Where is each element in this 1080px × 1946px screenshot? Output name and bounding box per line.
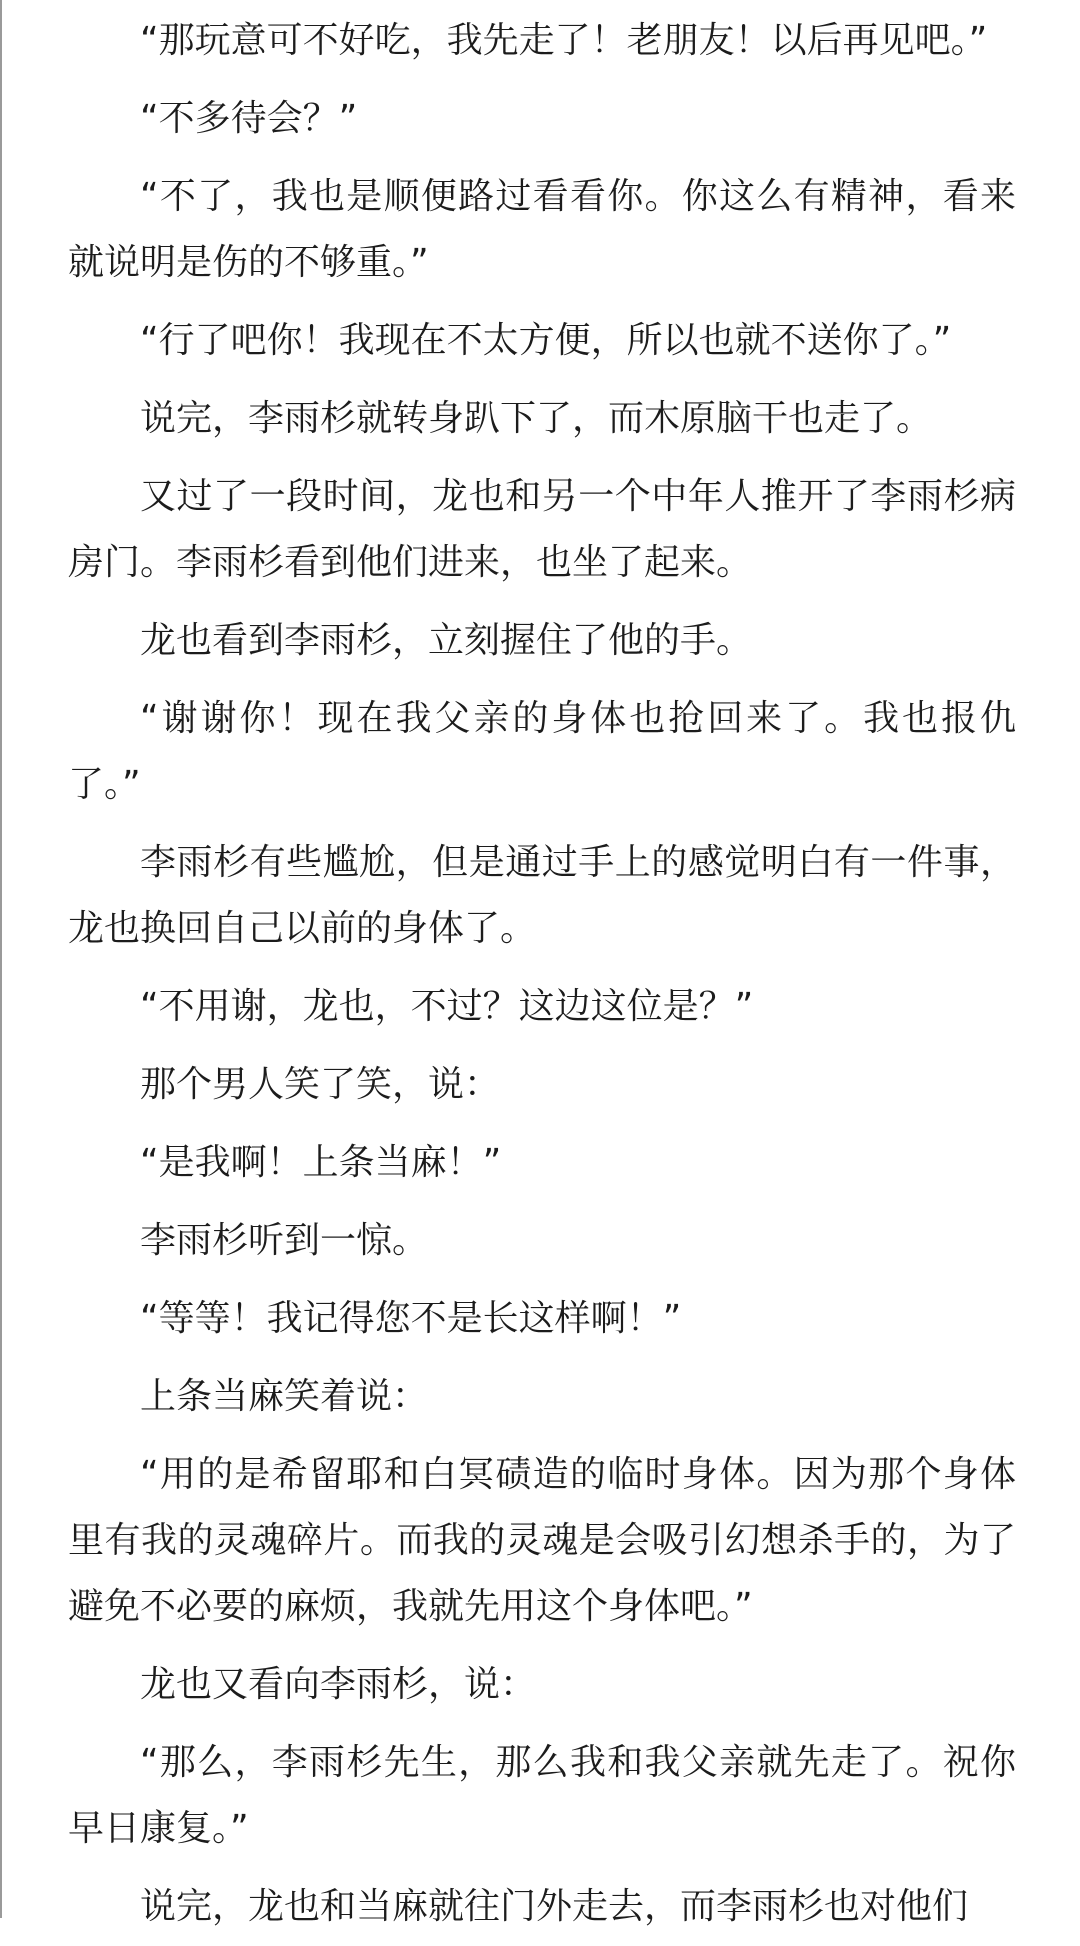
chapter-text <box>68 0 1016 1946</box>
paragraph: 说完，李雨杉就转身趴下了，而木原脑干也走了。 <box>140 398 933 439</box>
paragraph: “谢谢你！现在我父亲的身体也抢回来了。我也报仇了。” <box>68 698 1016 805</box>
paragraph: “用的是希留耶和白冥碛造的临时身体。因为那个身体里有我的灵魂碎片。而我的灵魂是会吸引幻想杀手的，为了避免不必要的麻烦，我就先用这个身体吧。” <box>68 1454 1016 1627</box>
paragraph: 李雨杉听到一惊。 <box>140 1220 429 1261</box>
paragraph: “那么，李雨杉先生，那么我和我父亲就先走了。祝你早日康复。” <box>68 1742 1016 1849</box>
paragraph: 龙也又看向李雨杉，说： <box>140 1664 537 1705</box>
paragraph: 上条当麻笑着说： <box>140 1376 429 1417</box>
paragraph: “不用谢，龙也，不过？这边这位是？” <box>140 986 754 1027</box>
paragraph: “不了，我也是顺便路过看看你。你这么有精神，看来就说明是伤的不够重。” <box>68 176 1016 283</box>
paragraph: “是我啊！上条当麻！” <box>140 1142 502 1183</box>
paragraph: “行了吧你！我现在不太方便，所以也就不送你了。” <box>140 320 952 361</box>
paragraph: 那个男人笑了笑，说： <box>140 1064 501 1105</box>
paragraph: “那玩意可不好吃，我先走了！老朋友！以后再见吧。” <box>140 20 988 61</box>
paragraph: 又过了一段时间，龙也和另一个中年人推开了李雨杉病房门。李雨杉看到他们进来，也坐了起来。 <box>68 476 1016 583</box>
paragraph: “不多待会？” <box>140 98 358 139</box>
paragraph: 说完，龙也和当麻就往门外走去，而李雨杉也对他们 <box>140 1886 969 1927</box>
paragraph: 龙也看到李雨杉，立刻握住了他的手。 <box>140 620 753 661</box>
paragraph: “等等！我记得您不是长这样啊！” <box>140 1298 682 1339</box>
paragraph: 李雨杉有些尴尬，但是通过手上的感觉明白有一件事，龙也换回自己以前的身体了。 <box>68 842 1016 949</box>
